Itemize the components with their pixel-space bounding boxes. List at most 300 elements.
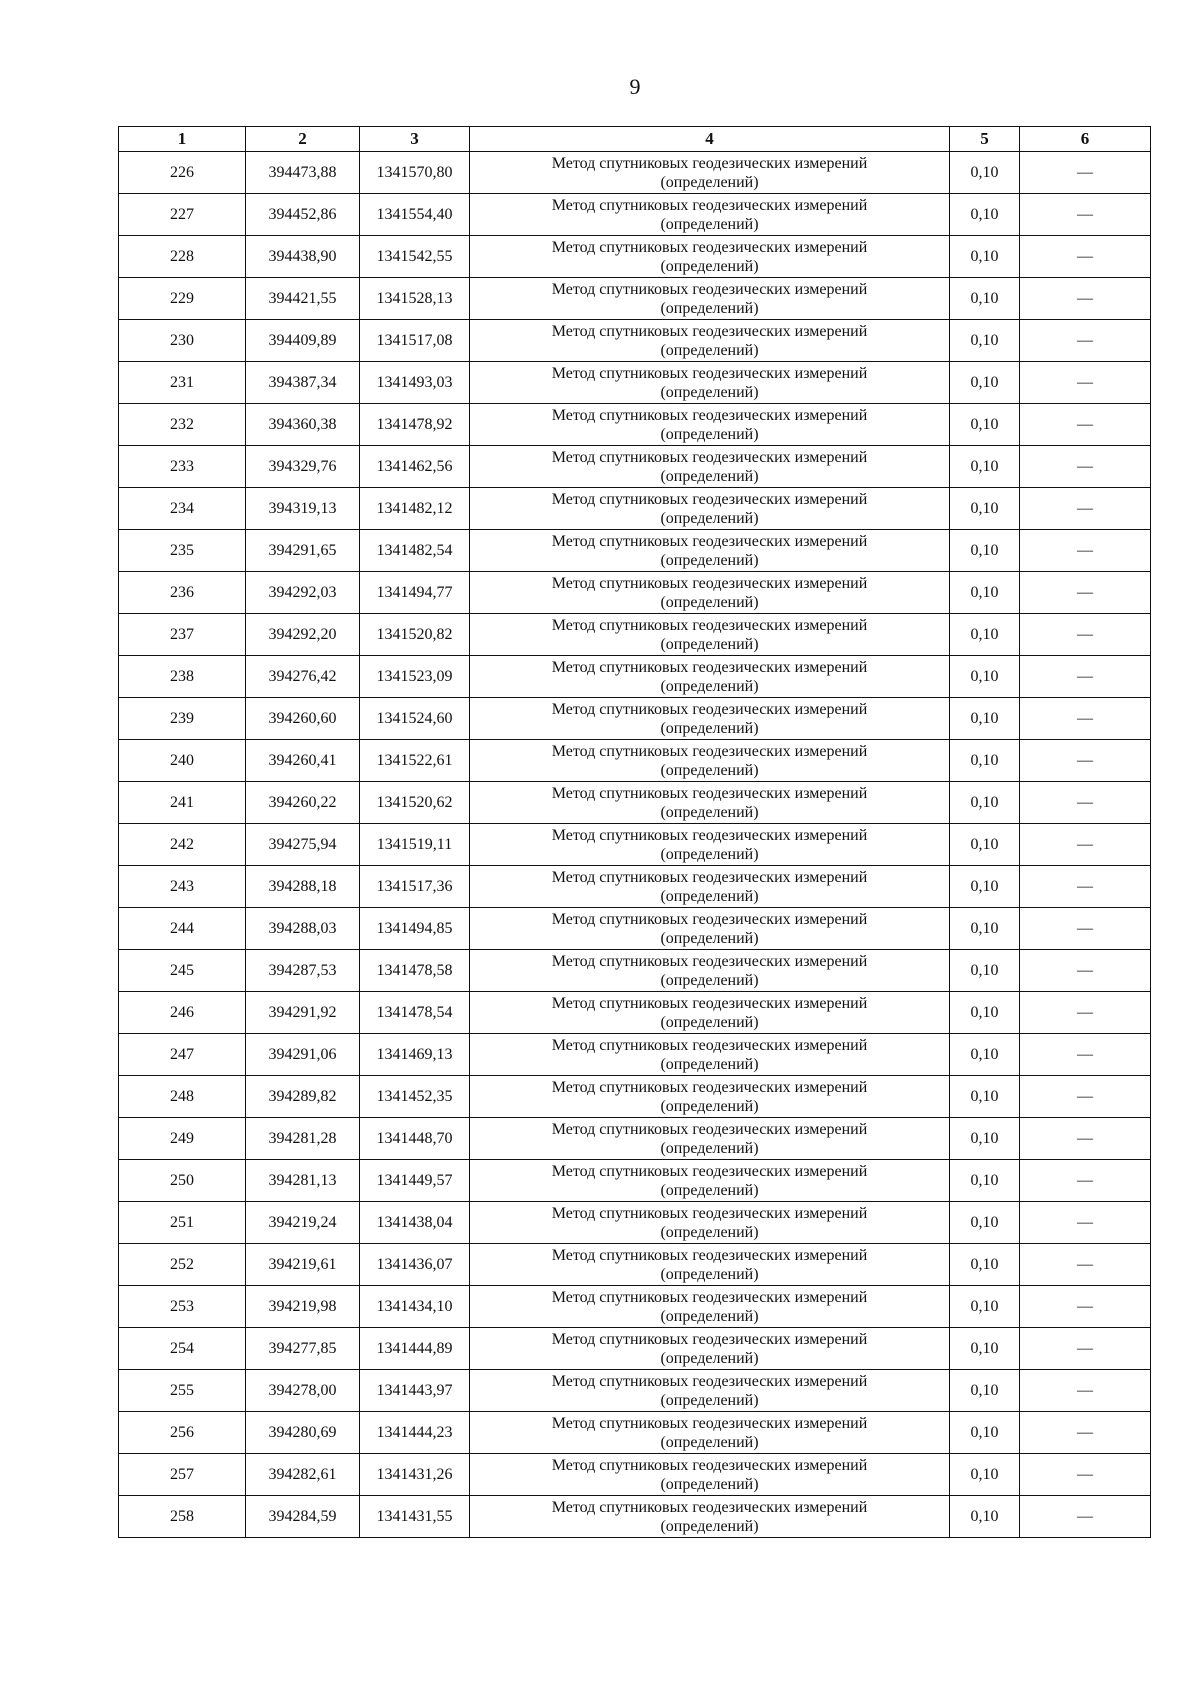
point-number-cell: 227 — [119, 194, 246, 236]
method-line-2: (определений) — [660, 509, 759, 527]
method-line-2: (определений) — [660, 1139, 759, 1157]
point-number-cell: 257 — [119, 1454, 246, 1496]
method-line-1: Метод спутниковых геодезических измерений — [551, 1372, 868, 1390]
note-cell: — — [1020, 1076, 1151, 1118]
table-row — [119, 236, 1151, 278]
table-body — [119, 152, 1151, 1538]
method-line-2: (определений) — [660, 1181, 759, 1199]
header-col-1: 1 — [119, 127, 246, 152]
y-coordinate-cell: 1341494,85 — [360, 908, 470, 950]
method-line-1: Метод спутниковых геодезических измерений — [551, 658, 868, 676]
accuracy-cell: 0,10 — [950, 1076, 1020, 1118]
method-cell — [470, 698, 950, 740]
method-cell — [470, 446, 950, 488]
x-coordinate-cell: 394287,53 — [246, 950, 360, 992]
method-line-1: Метод спутниковых геодезических измерений — [551, 1330, 868, 1348]
point-number-cell: 237 — [119, 614, 246, 656]
accuracy-cell: 0,10 — [950, 1496, 1020, 1538]
x-coordinate-cell: 394421,55 — [246, 278, 360, 320]
method-line-2: (определений) — [660, 173, 759, 191]
table-row — [119, 866, 1151, 908]
y-coordinate-cell: 1341522,61 — [360, 740, 470, 782]
method-cell — [470, 1370, 950, 1412]
y-coordinate-cell: 1341443,97 — [360, 1370, 470, 1412]
table-row — [119, 740, 1151, 782]
method-line-1: Метод спутниковых геодезических измерений — [551, 910, 868, 928]
x-coordinate-cell: 394387,34 — [246, 362, 360, 404]
method-line-2: (определений) — [660, 929, 759, 947]
note-cell: — — [1020, 1160, 1151, 1202]
y-coordinate-cell: 1341469,13 — [360, 1034, 470, 1076]
accuracy-cell: 0,10 — [950, 404, 1020, 446]
note-cell: — — [1020, 1286, 1151, 1328]
y-coordinate-cell: 1341494,77 — [360, 572, 470, 614]
point-number-cell: 252 — [119, 1244, 246, 1286]
x-coordinate-cell: 394275,94 — [246, 824, 360, 866]
point-number-cell: 232 — [119, 404, 246, 446]
note-cell: — — [1020, 614, 1151, 656]
header-col-6: 6 — [1020, 127, 1151, 152]
accuracy-cell: 0,10 — [950, 530, 1020, 572]
method-cell — [470, 1202, 950, 1244]
header-col-2: 2 — [246, 127, 360, 152]
table-row — [119, 278, 1151, 320]
method-line-2: (определений) — [660, 887, 759, 905]
method-line-2: (определений) — [660, 593, 759, 611]
method-line-1: Метод спутниковых геодезических измерений — [551, 700, 868, 718]
point-number-cell: 236 — [119, 572, 246, 614]
y-coordinate-cell: 1341520,82 — [360, 614, 470, 656]
header-col-4: 4 — [470, 127, 950, 152]
table-row — [119, 1076, 1151, 1118]
method-line-1: Метод спутниковых геодезических измерений — [551, 532, 868, 550]
point-number-cell: 231 — [119, 362, 246, 404]
note-cell: — — [1020, 1496, 1151, 1538]
y-coordinate-cell: 1341449,57 — [360, 1160, 470, 1202]
table-row — [119, 614, 1151, 656]
method-line-2: (определений) — [660, 1265, 759, 1283]
point-number-cell: 242 — [119, 824, 246, 866]
table-row — [119, 1412, 1151, 1454]
note-cell: — — [1020, 824, 1151, 866]
method-cell — [470, 1244, 950, 1286]
method-cell — [470, 614, 950, 656]
y-coordinate-cell: 1341444,23 — [360, 1412, 470, 1454]
method-line-1: Метод спутниковых геодезических измерений — [551, 406, 868, 424]
accuracy-cell: 0,10 — [950, 1328, 1020, 1370]
table-row — [119, 1202, 1151, 1244]
y-coordinate-cell: 1341570,80 — [360, 152, 470, 194]
x-coordinate-cell: 394291,06 — [246, 1034, 360, 1076]
table-row — [119, 446, 1151, 488]
note-cell: — — [1020, 194, 1151, 236]
method-line-2: (определений) — [660, 1391, 759, 1409]
method-cell — [470, 1286, 950, 1328]
point-number-cell: 249 — [119, 1118, 246, 1160]
accuracy-cell: 0,10 — [950, 740, 1020, 782]
x-coordinate-cell: 394288,18 — [246, 866, 360, 908]
note-cell: — — [1020, 152, 1151, 194]
y-coordinate-cell: 1341436,07 — [360, 1244, 470, 1286]
method-cell — [470, 1412, 950, 1454]
method-line-2: (определений) — [660, 299, 759, 317]
table-row — [119, 1034, 1151, 1076]
accuracy-cell: 0,10 — [950, 236, 1020, 278]
method-line-1: Метод спутниковых геодезических измерений — [551, 1456, 868, 1474]
x-coordinate-cell: 394281,13 — [246, 1160, 360, 1202]
accuracy-cell: 0,10 — [950, 824, 1020, 866]
x-coordinate-cell: 394360,38 — [246, 404, 360, 446]
method-line-1: Метод спутниковых геодезических измерений — [551, 490, 868, 508]
point-number-cell: 241 — [119, 782, 246, 824]
point-number-cell: 244 — [119, 908, 246, 950]
point-number-cell: 240 — [119, 740, 246, 782]
x-coordinate-cell: 394278,00 — [246, 1370, 360, 1412]
x-coordinate-cell: 394277,85 — [246, 1328, 360, 1370]
accuracy-cell: 0,10 — [950, 614, 1020, 656]
accuracy-cell: 0,10 — [950, 572, 1020, 614]
method-line-2: (определений) — [660, 215, 759, 233]
point-number-cell: 245 — [119, 950, 246, 992]
note-cell: — — [1020, 908, 1151, 950]
method-cell — [470, 824, 950, 866]
header-row — [119, 127, 1151, 152]
x-coordinate-cell: 394282,61 — [246, 1454, 360, 1496]
table-row — [119, 1244, 1151, 1286]
method-cell — [470, 278, 950, 320]
method-line-1: Метод спутниковых геодезических измерений — [551, 1414, 868, 1432]
table-row — [119, 152, 1151, 194]
method-line-2: (определений) — [660, 677, 759, 695]
point-number-cell: 239 — [119, 698, 246, 740]
method-line-2: (определений) — [660, 1307, 759, 1325]
method-cell — [470, 152, 950, 194]
method-line-2: (определений) — [660, 257, 759, 275]
method-cell — [470, 866, 950, 908]
note-cell: — — [1020, 866, 1151, 908]
method-cell — [470, 530, 950, 572]
x-coordinate-cell: 394289,82 — [246, 1076, 360, 1118]
method-line-2: (определений) — [660, 1475, 759, 1493]
method-line-1: Метод спутниковых геодезических измерений — [551, 826, 868, 844]
note-cell: — — [1020, 530, 1151, 572]
x-coordinate-cell: 394276,42 — [246, 656, 360, 698]
accuracy-cell: 0,10 — [950, 698, 1020, 740]
table-row — [119, 782, 1151, 824]
note-cell: — — [1020, 236, 1151, 278]
point-number-cell: 251 — [119, 1202, 246, 1244]
method-line-2: (определений) — [660, 341, 759, 359]
note-cell: — — [1020, 656, 1151, 698]
accuracy-cell: 0,10 — [950, 362, 1020, 404]
method-cell — [470, 1454, 950, 1496]
table-row — [119, 992, 1151, 1034]
method-line-1: Метод спутниковых геодезических измерений — [551, 1078, 868, 1096]
x-coordinate-cell: 394292,20 — [246, 614, 360, 656]
y-coordinate-cell: 1341444,89 — [360, 1328, 470, 1370]
y-coordinate-cell: 1341493,03 — [360, 362, 470, 404]
point-number-cell: 238 — [119, 656, 246, 698]
note-cell: — — [1020, 1034, 1151, 1076]
method-line-1: Метод спутниковых геодезических измерений — [551, 364, 868, 382]
point-number-cell: 254 — [119, 1328, 246, 1370]
method-cell — [470, 194, 950, 236]
method-cell — [470, 1034, 950, 1076]
method-cell — [470, 1160, 950, 1202]
note-cell: — — [1020, 950, 1151, 992]
y-coordinate-cell: 1341519,11 — [360, 824, 470, 866]
table-row — [119, 320, 1151, 362]
method-cell — [470, 992, 950, 1034]
accuracy-cell: 0,10 — [950, 278, 1020, 320]
note-cell: — — [1020, 782, 1151, 824]
method-line-1: Метод спутниковых геодезических измерений — [551, 1204, 868, 1222]
table-row — [119, 1286, 1151, 1328]
method-cell — [470, 782, 950, 824]
method-line-2: (определений) — [660, 761, 759, 779]
method-line-1: Метод спутниковых геодезических измерений — [551, 574, 868, 592]
method-line-2: (определений) — [660, 1013, 759, 1031]
x-coordinate-cell: 394288,03 — [246, 908, 360, 950]
method-line-2: (определений) — [660, 635, 759, 653]
table-row — [119, 656, 1151, 698]
method-line-2: (определений) — [660, 551, 759, 569]
accuracy-cell: 0,10 — [950, 1286, 1020, 1328]
table-row — [119, 824, 1151, 866]
y-coordinate-cell: 1341523,09 — [360, 656, 470, 698]
accuracy-cell: 0,10 — [950, 782, 1020, 824]
note-cell: — — [1020, 1244, 1151, 1286]
table-row — [119, 194, 1151, 236]
method-cell — [470, 740, 950, 782]
y-coordinate-cell: 1341448,70 — [360, 1118, 470, 1160]
x-coordinate-cell: 394319,13 — [246, 488, 360, 530]
x-coordinate-cell: 394438,90 — [246, 236, 360, 278]
accuracy-cell: 0,10 — [950, 1202, 1020, 1244]
accuracy-cell: 0,10 — [950, 1160, 1020, 1202]
y-coordinate-cell: 1341542,55 — [360, 236, 470, 278]
method-cell — [470, 908, 950, 950]
x-coordinate-cell: 394260,60 — [246, 698, 360, 740]
header-col-5: 5 — [950, 127, 1020, 152]
accuracy-cell: 0,10 — [950, 1370, 1020, 1412]
method-line-1: Метод спутниковых геодезических измерений — [551, 1246, 868, 1264]
y-coordinate-cell: 1341438,04 — [360, 1202, 470, 1244]
note-cell: — — [1020, 1370, 1151, 1412]
x-coordinate-cell: 394452,86 — [246, 194, 360, 236]
method-line-2: (определений) — [660, 1055, 759, 1073]
accuracy-cell: 0,10 — [950, 866, 1020, 908]
page-number: 9 — [629, 74, 641, 99]
y-coordinate-cell: 1341528,13 — [360, 278, 470, 320]
method-line-1: Метод спутниковых геодезических измерений — [551, 280, 868, 298]
method-line-2: (определений) — [660, 1433, 759, 1451]
table-row — [119, 404, 1151, 446]
note-cell: — — [1020, 278, 1151, 320]
method-cell — [470, 362, 950, 404]
x-coordinate-cell: 394280,69 — [246, 1412, 360, 1454]
method-line-1: Метод спутниковых геодезических измерений — [551, 616, 868, 634]
note-cell: — — [1020, 320, 1151, 362]
note-cell: — — [1020, 404, 1151, 446]
method-line-2: (определений) — [660, 719, 759, 737]
method-line-1: Метод спутниковых геодезических измерений — [551, 196, 868, 214]
method-line-2: (определений) — [660, 1223, 759, 1241]
note-cell: — — [1020, 1454, 1151, 1496]
accuracy-cell: 0,10 — [950, 1034, 1020, 1076]
y-coordinate-cell: 1341434,10 — [360, 1286, 470, 1328]
x-coordinate-cell: 394292,03 — [246, 572, 360, 614]
y-coordinate-cell: 1341431,55 — [360, 1496, 470, 1538]
point-number-cell: 229 — [119, 278, 246, 320]
y-coordinate-cell: 1341478,58 — [360, 950, 470, 992]
accuracy-cell: 0,10 — [950, 488, 1020, 530]
method-line-1: Метод спутниковых геодезических измерений — [551, 238, 868, 256]
method-line-2: (определений) — [660, 803, 759, 821]
point-number-cell: 256 — [119, 1412, 246, 1454]
point-number-cell: 250 — [119, 1160, 246, 1202]
x-coordinate-cell: 394219,98 — [246, 1286, 360, 1328]
accuracy-cell: 0,10 — [950, 1118, 1020, 1160]
method-cell — [470, 572, 950, 614]
y-coordinate-cell: 1341462,56 — [360, 446, 470, 488]
table-row — [119, 1496, 1151, 1538]
accuracy-cell: 0,10 — [950, 908, 1020, 950]
method-cell — [470, 1118, 950, 1160]
method-cell — [470, 404, 950, 446]
method-cell — [470, 656, 950, 698]
x-coordinate-cell: 394291,65 — [246, 530, 360, 572]
y-coordinate-cell: 1341520,62 — [360, 782, 470, 824]
x-coordinate-cell: 394219,24 — [246, 1202, 360, 1244]
point-number-cell: 234 — [119, 488, 246, 530]
point-number-cell: 230 — [119, 320, 246, 362]
method-line-1: Метод спутниковых геодезических измерений — [551, 994, 868, 1012]
y-coordinate-cell: 1341452,35 — [360, 1076, 470, 1118]
accuracy-cell: 0,10 — [950, 1454, 1020, 1496]
table-row — [119, 530, 1151, 572]
method-line-1: Метод спутниковых геодезических измерений — [551, 1162, 868, 1180]
coordinates-table — [118, 126, 1151, 1538]
method-line-1: Метод спутниковых геодезических измерений — [551, 952, 868, 970]
table-row — [119, 362, 1151, 404]
point-number-cell: 235 — [119, 530, 246, 572]
accuracy-cell: 0,10 — [950, 1244, 1020, 1286]
method-cell — [470, 488, 950, 530]
point-number-cell: 247 — [119, 1034, 246, 1076]
point-number-cell: 248 — [119, 1076, 246, 1118]
point-number-cell: 255 — [119, 1370, 246, 1412]
point-number-cell: 226 — [119, 152, 246, 194]
header-col-3: 3 — [360, 127, 470, 152]
x-coordinate-cell: 394284,59 — [246, 1496, 360, 1538]
accuracy-cell: 0,10 — [950, 950, 1020, 992]
accuracy-cell: 0,10 — [950, 194, 1020, 236]
x-coordinate-cell: 394260,22 — [246, 782, 360, 824]
point-number-cell: 246 — [119, 992, 246, 1034]
y-coordinate-cell: 1341482,54 — [360, 530, 470, 572]
note-cell: — — [1020, 1202, 1151, 1244]
point-number-cell: 253 — [119, 1286, 246, 1328]
point-number-cell: 258 — [119, 1496, 246, 1538]
table-row — [119, 1118, 1151, 1160]
table-row — [119, 698, 1151, 740]
method-line-2: (определений) — [660, 1349, 759, 1367]
note-cell: — — [1020, 488, 1151, 530]
table-row — [119, 950, 1151, 992]
x-coordinate-cell: 394473,88 — [246, 152, 360, 194]
y-coordinate-cell: 1341554,40 — [360, 194, 470, 236]
method-line-1: Метод спутниковых геодезических измерений — [551, 742, 868, 760]
table-row — [119, 1160, 1151, 1202]
method-cell — [470, 950, 950, 992]
y-coordinate-cell: 1341431,26 — [360, 1454, 470, 1496]
table-row — [119, 488, 1151, 530]
method-line-2: (определений) — [660, 425, 759, 443]
table-row — [119, 1454, 1151, 1496]
y-coordinate-cell: 1341524,60 — [360, 698, 470, 740]
method-cell — [470, 1496, 950, 1538]
y-coordinate-cell: 1341517,08 — [360, 320, 470, 362]
method-line-1: Метод спутниковых геодезических измерений — [551, 1120, 868, 1138]
table-row — [119, 572, 1151, 614]
method-line-1: Метод спутниковых геодезических измерений — [551, 1498, 868, 1516]
accuracy-cell: 0,10 — [950, 1412, 1020, 1454]
method-cell — [470, 1076, 950, 1118]
x-coordinate-cell: 394260,41 — [246, 740, 360, 782]
method-line-1: Метод спутниковых геодезических измерений — [551, 784, 868, 802]
x-coordinate-cell: 394329,76 — [246, 446, 360, 488]
x-coordinate-cell: 394291,92 — [246, 992, 360, 1034]
point-number-cell: 233 — [119, 446, 246, 488]
note-cell: — — [1020, 1328, 1151, 1370]
method-line-2: (определений) — [660, 383, 759, 401]
note-cell: — — [1020, 740, 1151, 782]
method-line-2: (определений) — [660, 467, 759, 485]
note-cell: — — [1020, 1412, 1151, 1454]
method-line-1: Метод спутниковых геодезических измерений — [551, 448, 868, 466]
note-cell: — — [1020, 992, 1151, 1034]
method-cell — [470, 236, 950, 278]
note-cell: — — [1020, 572, 1151, 614]
accuracy-cell: 0,10 — [950, 320, 1020, 362]
method-line-2: (определений) — [660, 971, 759, 989]
method-line-2: (определений) — [660, 845, 759, 863]
y-coordinate-cell: 1341517,36 — [360, 866, 470, 908]
y-coordinate-cell: 1341478,54 — [360, 992, 470, 1034]
note-cell: — — [1020, 446, 1151, 488]
method-line-1: Метод спутниковых геодезических измерений — [551, 1288, 868, 1306]
method-line-1: Метод спутниковых геодезических измерений — [551, 868, 868, 886]
accuracy-cell: 0,10 — [950, 992, 1020, 1034]
x-coordinate-cell: 394409,89 — [246, 320, 360, 362]
y-coordinate-cell: 1341478,92 — [360, 404, 470, 446]
method-line-1: Метод спутниковых геодезических измерений — [551, 322, 868, 340]
y-coordinate-cell: 1341482,12 — [360, 488, 470, 530]
method-line-2: (определений) — [660, 1517, 759, 1535]
point-number-cell: 243 — [119, 866, 246, 908]
table-row — [119, 908, 1151, 950]
note-cell: — — [1020, 362, 1151, 404]
table-row — [119, 1328, 1151, 1370]
method-line-1: Метод спутниковых геодезических измерений — [551, 154, 868, 172]
accuracy-cell: 0,10 — [950, 446, 1020, 488]
method-cell — [470, 320, 950, 362]
method-line-1: Метод спутниковых геодезических измерений — [551, 1036, 868, 1054]
table-row — [119, 1370, 1151, 1412]
accuracy-cell: 0,10 — [950, 656, 1020, 698]
note-cell: — — [1020, 698, 1151, 740]
